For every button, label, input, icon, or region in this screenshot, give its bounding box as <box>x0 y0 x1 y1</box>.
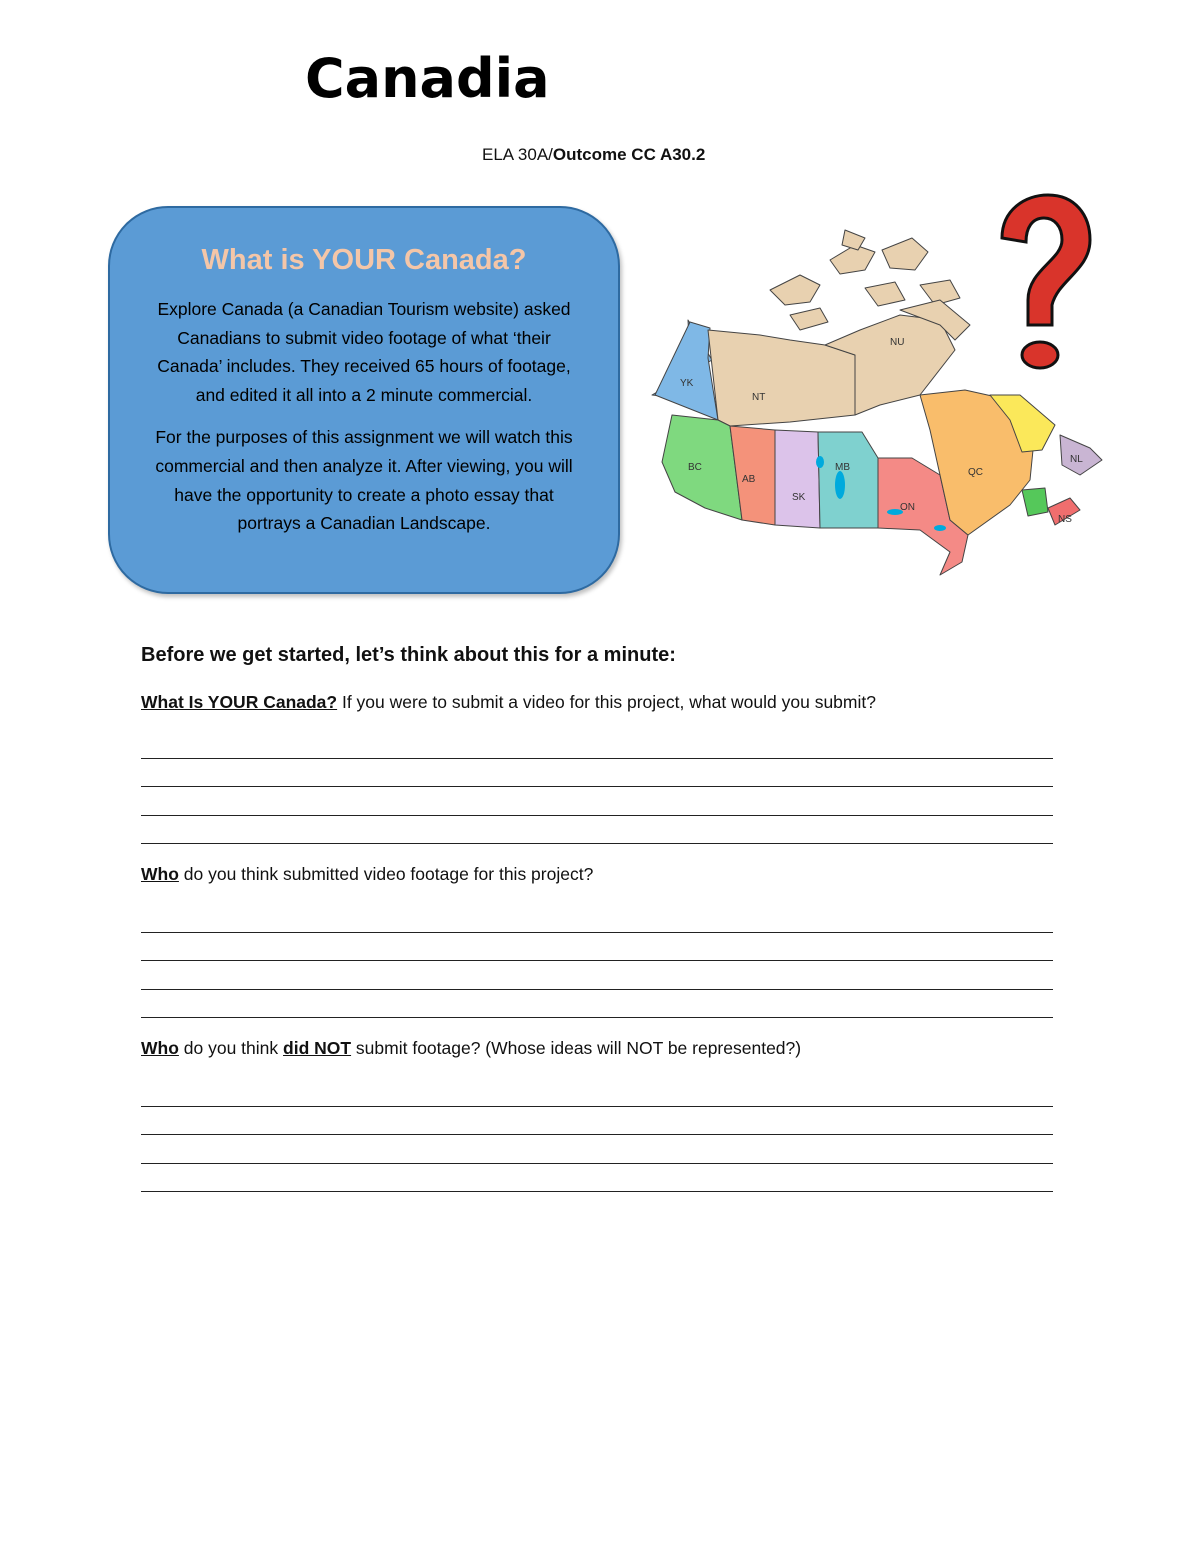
map-label-saskatchewan: SK <box>792 492 806 503</box>
map-label-nova-scotia: NS <box>1058 514 1072 525</box>
answer-line[interactable] <box>141 816 1053 845</box>
manitoba <box>818 432 878 528</box>
question-1-lead: What Is YOUR Canada? <box>141 692 338 712</box>
callout-paragraph-2: For the purposes of this assignment we will watch this commercial and then analyze it. After viewing, you will have the opportunity to create a photo essay that portrays a Canadian Landscape. <box>155 427 573 534</box>
answer-line[interactable] <box>141 730 1053 759</box>
course-outcome-line <box>482 145 705 165</box>
answer-line[interactable] <box>141 759 1053 788</box>
answer-line[interactable] <box>141 787 1053 816</box>
question-3-middle: do you think <box>178 1038 284 1058</box>
answer-line[interactable] <box>141 1135 1053 1164</box>
british-columbia <box>662 415 742 520</box>
question-1-text: If you were to submit a video for this project, what would you submit? <box>337 692 876 712</box>
answer-line[interactable] <box>141 1078 1053 1107</box>
question-2-lead: Who <box>141 864 179 884</box>
map-label-alberta: AB <box>742 474 756 485</box>
course-outcome: Outcome CC A30.2 <box>552 145 706 164</box>
map-label-bc: BC <box>688 462 702 473</box>
answer-line[interactable] <box>141 961 1053 990</box>
answer-line[interactable] <box>141 933 1053 962</box>
answer-line[interactable] <box>141 904 1053 933</box>
map-label-manitoba: MB <box>835 462 850 473</box>
map-label-quebec: QC <box>968 467 983 478</box>
lake-winnipeg <box>835 471 845 499</box>
answer-lines-2[interactable] <box>141 904 1053 1018</box>
answer-line[interactable] <box>141 1107 1053 1136</box>
question-3 <box>141 1038 801 1059</box>
answer-line[interactable] <box>141 1164 1053 1193</box>
map-label-yukon: YK <box>680 378 694 389</box>
arctic-islands <box>790 308 828 330</box>
section-heading: Before we get started, let’s think about this for a minute: <box>141 644 676 666</box>
answer-lines-3[interactable] <box>141 1078 1053 1192</box>
question-3-lead: Who <box>141 1038 179 1058</box>
question-3-emphasis: did NOT <box>283 1038 352 1058</box>
map-label-nunavut: NU <box>890 337 905 348</box>
great-lake <box>816 456 824 468</box>
callout-paragraph-1: Explore Canada (a Canadian Tourism website) asked Canadians to submit video footage of what ‘their Canada’ includes. They received 65 hours of footage, and edited it all into a 2 minute commercial. <box>157 299 571 405</box>
arctic-islands <box>882 238 928 270</box>
canada-map-image <box>650 190 1110 585</box>
answer-lines-1[interactable] <box>141 730 1053 844</box>
arctic-islands <box>830 245 875 274</box>
map-label-nwt: NT <box>752 392 766 403</box>
question-2 <box>141 864 593 885</box>
arctic-islands <box>865 282 905 306</box>
question-1 <box>141 692 876 713</box>
new-brunswick <box>1022 488 1048 516</box>
course-prefix: ELA 30A/ <box>482 145 553 164</box>
question-2-text: do you think submitted video footage for this project? <box>178 864 594 884</box>
great-lake <box>934 525 946 531</box>
page-title: Canadia <box>305 47 550 110</box>
callout-heading: What is YOUR Canada? <box>201 244 527 276</box>
saskatchewan <box>775 430 820 528</box>
map-label-ontario: ON <box>900 502 915 513</box>
arctic-islands <box>770 275 820 305</box>
question-mark-icon <box>1002 195 1090 368</box>
question-3-text: submit footage? (Whose ideas will NOT be represented?) <box>351 1038 802 1058</box>
map-label-newfoundland: NL <box>1070 454 1083 465</box>
info-callout-box <box>108 206 620 594</box>
answer-line[interactable] <box>141 990 1053 1019</box>
